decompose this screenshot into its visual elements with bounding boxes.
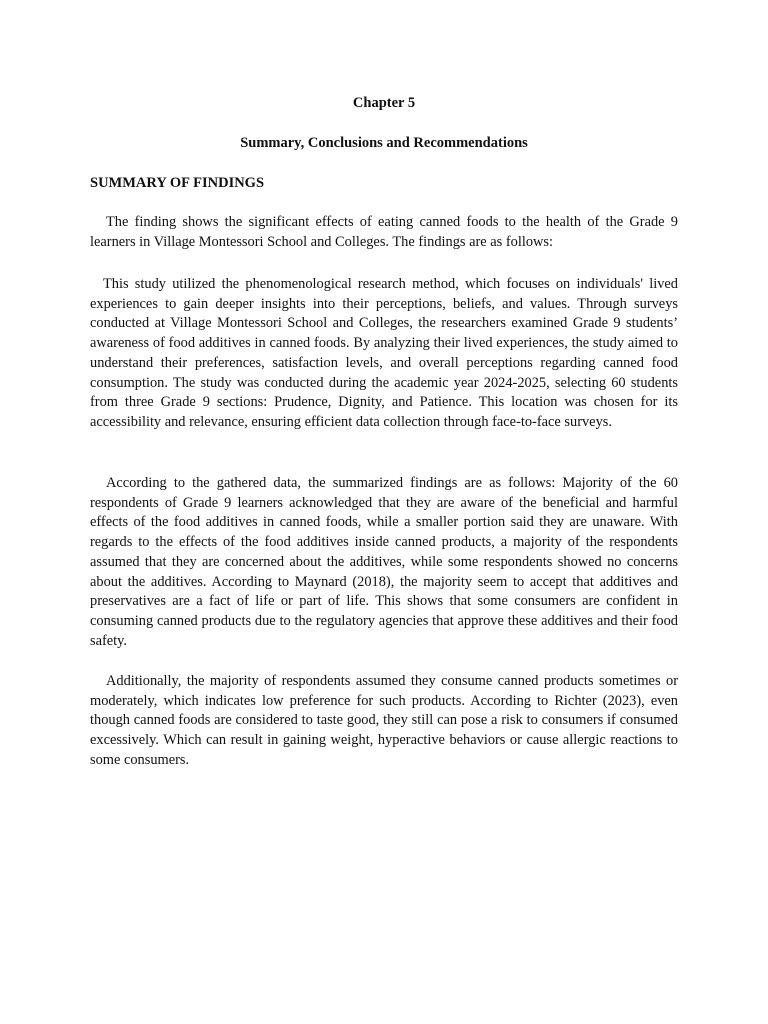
- chapter-title: Summary, Conclusions and Recommendations: [240, 135, 528, 151]
- paragraph-consumption: Additionally, the majority of respondents assumed they consume canned products sometimes or moderately, which indicates low preference for such products. According to Richter (2023), even though canned foods are considered to taste good, they still can pose a risk to consumers if consumed excessively. Which can result in gaining weight, hyperactive behaviors or cause allergic reactions to some consumers.: [90, 673, 678, 768]
- chapter-label: Chapter 5: [352, 95, 416, 111]
- section-heading: SUMMARY OF FINDINGS: [90, 175, 265, 191]
- paragraph-findings: According to the gathered data, the summarized findings are as follows: Majority of the 60 respondents of Grade 9 learners acknowledged that they are aware of the beneficial and harmful effects of the food additives in canned foods, while a smaller portion said they are unaware. With regards to the effects of the food additives inside canned products, a majority of the respondents assumed that they are concerned about the additives, while some respondents showed no concerns about the additives. According to Maynard (2018), the majority seem to accept that additives and preservatives are a fact of life or part of life. This shows that some consumers are confident in consuming canned products due to the regulatory agencies that approve these additives and their food safety.: [90, 475, 678, 649]
- paragraph-methodology: This study utilized the phenomenological research method, which focuses on individuals' lived experiences to gain deeper insights into their perceptions, beliefs, and values. Through surveys conducted at Village Montessori School and Colleges, the researchers examined Grade 9 students’ awareness of food additives in canned foods. By analyzing their lived experiences, the study aimed to understand their preferences, satisfaction levels, and overall perceptions regarding canned food consumption. The study was conducted during the academic year 2024-2025, selecting 60 students from three Grade 9 sections: Prudence, Dignity, and Patience. This location was chosen for its accessibility and relevance, ensuring efficient data collection through face-to-face surveys.: [90, 276, 678, 430]
- paragraph-intro: The finding shows the significant effects of eating canned foods to the health of the Grade 9 learners in Village Montessori School and Colleges. The findings are as follows:: [90, 214, 678, 250]
